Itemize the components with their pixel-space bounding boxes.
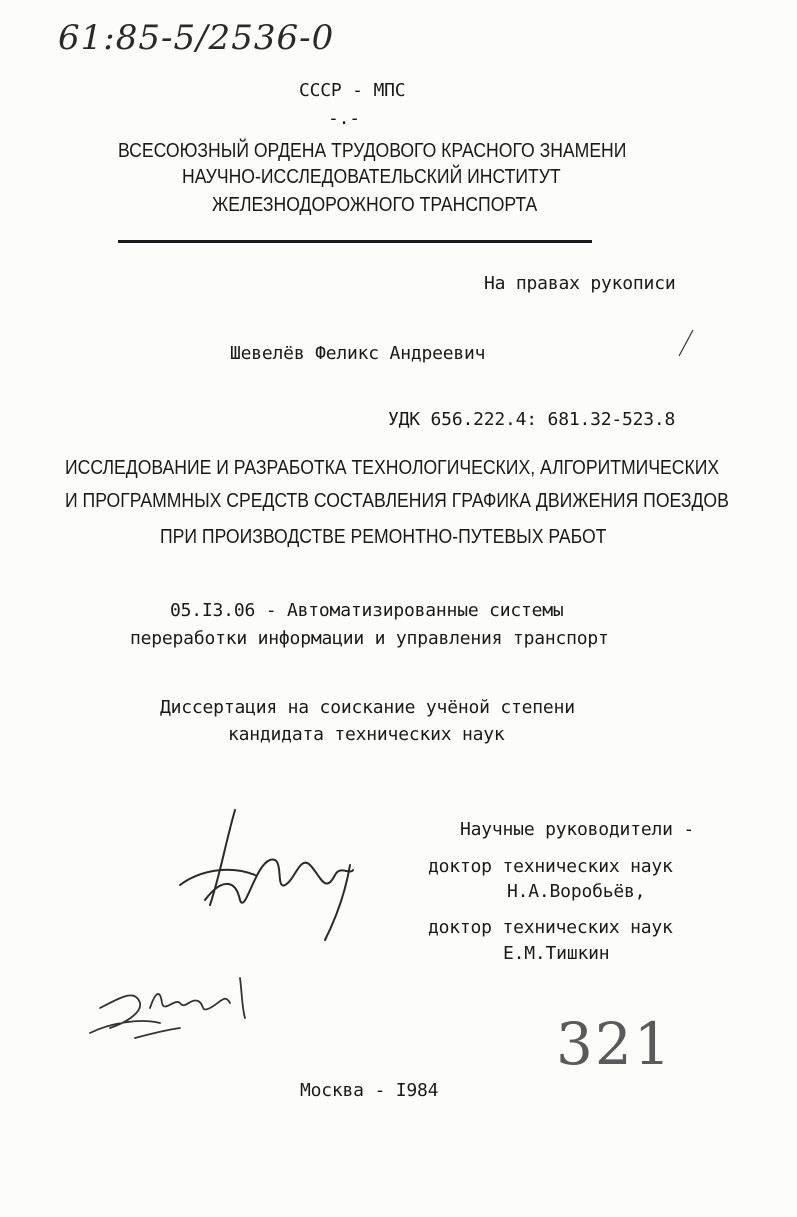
author-name: Шевелёв Феликс Андреевич [230, 343, 486, 364]
pencil-mark [676, 328, 696, 358]
separator: -.- [328, 108, 360, 129]
stamp-number: 321 [556, 1010, 673, 1078]
supervisors-heading: Научные руководители - [460, 819, 695, 840]
title-line-3: ПРИ ПРОИЗВОДСТВЕ РЕМОНТНО-ПУТЕВЫХ РАБОТ [160, 526, 607, 548]
specialty-line-1: 05.I3.06 - Автоматизированные системы [170, 600, 564, 621]
title-line-1: ИССЛЕДОВАНИЕ И РАЗРАБОТКА ТЕХНОЛОГИЧЕСКИХ, АЛГОРИТМИЧЕСКИХ [65, 457, 720, 479]
supervisor-1-degree: доктор технических наук [428, 856, 673, 877]
institute-line-2: НАУЧНО-ИССЛЕДОВАТЕЛЬСКИЙ ИНСТИТУТ [182, 166, 561, 188]
title-line-2: И ПРОГРАММНЫХ СРЕДСТВ СОСТАВЛЕНИЯ ГРАФИКА ДВИЖЕНИЯ ПОЕЗДОВ [65, 490, 729, 512]
manuscript-note: На правах рукописи [484, 273, 676, 294]
degree-line-1: Диссертация на соискание учёной степени [160, 697, 575, 718]
supervisor-2-degree: доктор технических наук [428, 917, 673, 938]
supervisor-1-name: Н.А.Воробьёв, [507, 881, 646, 902]
degree-line-2: кандидата технических наук [228, 724, 505, 745]
institute-line-1: ВСЕСОЮЗНЫЙ ОРДЕНА ТРУДОВОГО КРАСНОГО ЗНАМЕНИ [118, 140, 627, 162]
signature-supervisor [175, 805, 375, 945]
specialty-line-2: переработки информации и управления транспорт [130, 628, 609, 649]
udc-code: УДК 656.222.4: 681.32-523.8 [388, 409, 676, 430]
signature-author [80, 968, 270, 1048]
archive-number: 61:85-5/2536-0 [58, 18, 335, 58]
header-divider [118, 240, 592, 243]
supervisor-2-name: Е.М.Тишкин [503, 943, 610, 964]
institute-line-3: ЖЕЛЕЗНОДОРОЖНОГО ТРАНСПОРТА [212, 194, 538, 216]
footer-place-year: Москва - I984 [300, 1080, 439, 1101]
org-short: СССР - МПС [299, 80, 406, 101]
